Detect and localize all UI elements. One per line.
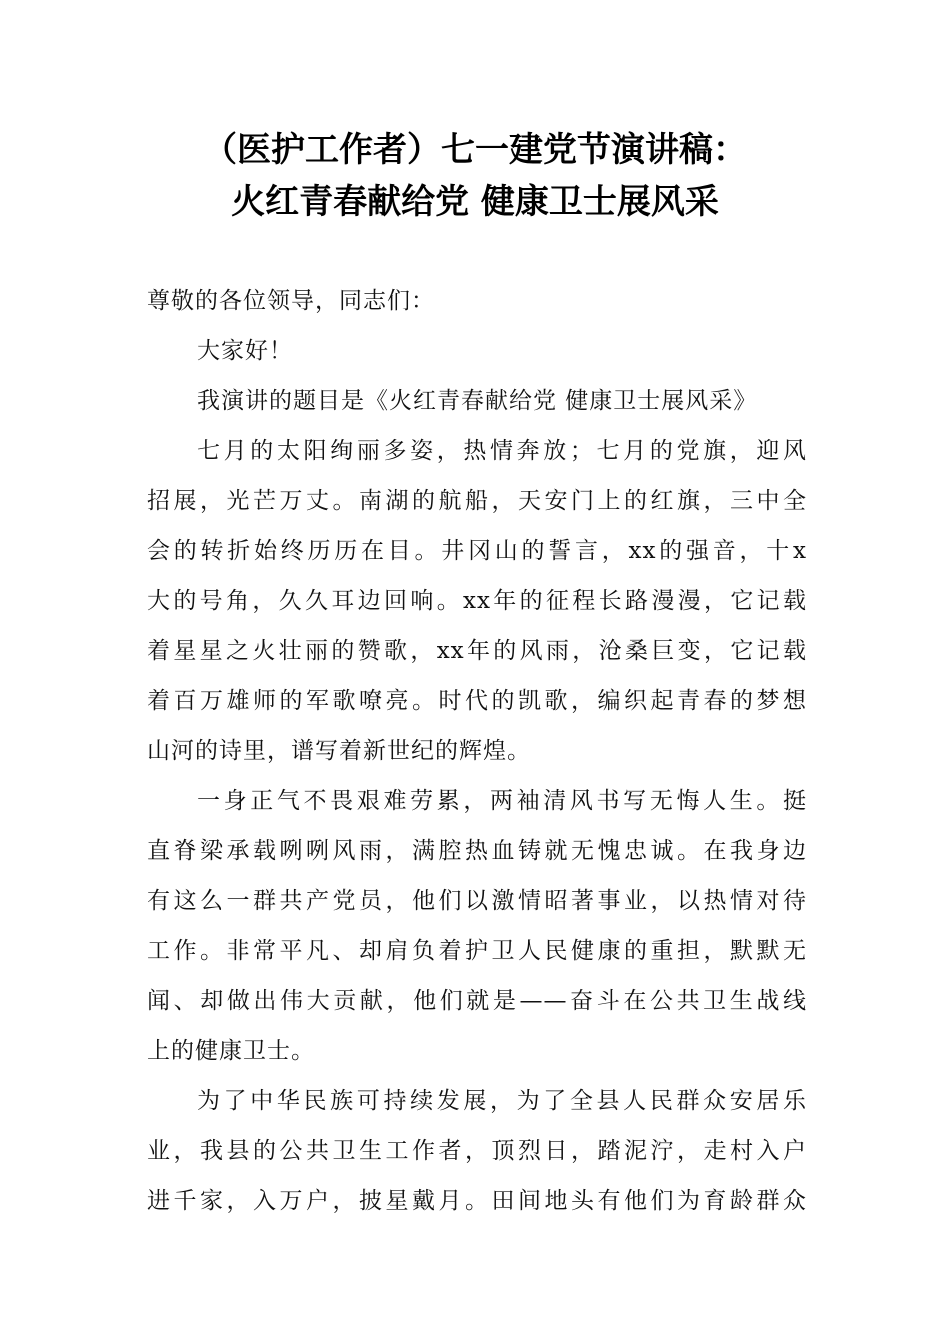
paragraph-1 xyxy=(147,426,807,776)
paragraph-line: 为了中华民族可持续发展，为了全县人民群众安居乐 xyxy=(197,1088,807,1114)
paragraph-line: 着百万雄师的军歌嘹亮。时代的凯歌，编织起青春的梦想 xyxy=(147,688,807,714)
paragraph-line: 直脊梁承载咧咧风雨，满腔热血铸就无愧忠诚。在我身边 xyxy=(147,838,807,864)
document-body xyxy=(147,276,807,1226)
document-title-line-2: 火红青春献给党 健康卫士展风采 xyxy=(231,182,719,222)
paragraph-line: 有这么一群共产党员，他们以激情昭著事业，以热情对待 xyxy=(147,888,807,914)
paragraph-line: 业，我县的公共卫生工作者，顶烈日，踏泥泞，走村入户 xyxy=(147,1138,807,1164)
paragraph-2 xyxy=(147,776,807,1076)
greeting xyxy=(147,326,807,376)
paragraph-line: 工作。非常平凡、却肩负着护卫人民健康的重担，默默无 xyxy=(147,938,807,964)
salutation-text: 尊敬的各位领导，同志们： xyxy=(147,288,435,314)
paragraph-line: 招展，光芒万丈。南湖的航船，天安门上的红旗，三中全 xyxy=(147,488,807,514)
paragraph-line: 山河的诗里，谱写着新世纪的辉煌。 xyxy=(147,738,531,764)
paragraph-line: 一身正气不畏艰难劳累，两袖清风书写无悔人生。挺 xyxy=(197,788,807,814)
paragraph-line: 闻、却做出伟大贡献，他们就是——奋斗在公共卫生战线 xyxy=(147,988,807,1014)
paragraph-line: 大的号角，久久耳边回响。xx年的征程长路漫漫，它记载 xyxy=(147,588,807,614)
paragraph-line: 进千家，入万户，披星戴月。田间地头有他们为育龄群众 xyxy=(147,1188,807,1214)
topic-text: 我演讲的题目是《火红青春献给党 健康卫士展风采》 xyxy=(197,388,758,414)
paragraph-line: 上的健康卫士。 xyxy=(147,1038,315,1064)
paragraph-3 xyxy=(147,1076,807,1226)
greeting-text: 大家好！ xyxy=(197,338,293,364)
salutation xyxy=(147,276,807,326)
paragraph-line: 七月的太阳绚丽多姿，热情奔放；七月的党旗，迎风 xyxy=(197,438,807,464)
paragraph-line: 着星星之火壮丽的赞歌，xx年的风雨，沧桑巨变，它记载 xyxy=(147,638,807,664)
paragraph-line: 会的转折始终历历在目。井冈山的誓言，xx的强音，十x xyxy=(147,538,807,564)
topic xyxy=(147,376,807,426)
document-title-line-1: （医护工作者）七一建党节演讲稿： xyxy=(203,130,747,170)
